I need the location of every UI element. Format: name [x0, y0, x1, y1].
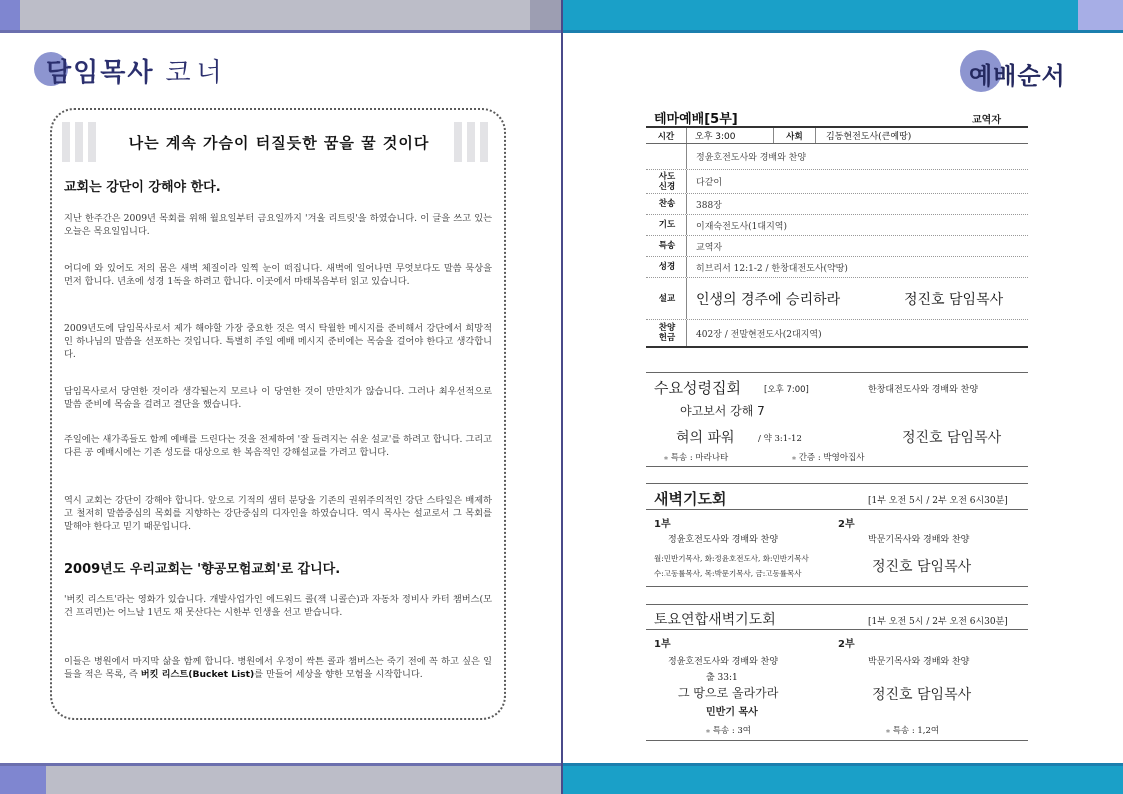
dawn-part2-label: 2부 [838, 519, 855, 530]
bullet-icon: ⁎ [792, 453, 796, 462]
service5-row [646, 144, 1028, 170]
wednesday-special-song: ⁎ 특송 : 마라나타 [664, 453, 729, 463]
service5-row [646, 170, 1028, 194]
order-of-worship-title: 예배순서 [969, 62, 1066, 90]
column-paragraph: 어디에 와 있어도 저의 몸은 새벽 체질이라 일찍 눈이 떠집니다. 새벽에 일어나면 무엇보다도 말씀 묵상을 먼저 합니다. 년초에 성경 1독을 하려고 합니다. 이곳에서 마태복음부터 읽고 있습니다. [64, 263, 492, 287]
row-label: 설교 [658, 293, 676, 304]
sermon-title: 인생의 경주에 승리하라 [696, 291, 841, 308]
service5-row [646, 194, 1028, 215]
page-spine [561, 0, 563, 794]
headline-row [62, 122, 496, 164]
row-value: 이재숙전도사(1대지역) [696, 221, 787, 232]
wednesday-series: 야고보서 강해 7 [680, 404, 765, 418]
column-paragraph: 지난 한주간은 2009년 목회를 위해 월요일부터 금요일까지 '겨울 리트릿'을 하였습니다. 이 글을 쓰고 있는 오늘은 목요일입니다. [64, 213, 492, 237]
pastor-corner-title: 담임목사 코너 [46, 58, 228, 88]
dawn-part1-praise: 정윤호전도사와 경배와 찬양 [668, 535, 779, 545]
saturday-part2-praise: 박문기목사와 경배와 찬양 [868, 657, 970, 667]
row-value: 다같이 [696, 178, 723, 188]
service5-title: 테마예배[5부] [654, 112, 738, 127]
row-label: 성경 [658, 262, 676, 272]
divider [646, 629, 1028, 630]
sermon-pastor: 정진호 담임목사 [904, 291, 1004, 308]
row-value: 402장 / 전말현전도사(2대지역) [696, 329, 822, 340]
pastor-column-box [50, 108, 506, 720]
service5-row [646, 215, 1028, 236]
column-paragraph: 주일에는 새가족들도 함께 예배를 드린다는 것을 전제하여 '잘 들려지는 쉬운 설교'를 하려고 합니다. 그리고 다른 공 예배시에는 기존 성도를 대상으로 한 복음적인 강해설교를 가려고 합니다. [64, 434, 492, 458]
service5-row [646, 257, 1028, 278]
saturday-part1-special: ⁎ 특송 : 3여 [706, 726, 752, 736]
wednesday-time: [오후 7:00] [764, 385, 809, 395]
service5-praise: 정윤호전도사와 경배와 찬양 [696, 153, 807, 163]
saturday-title: 토요연합새벽기도회 [654, 612, 776, 628]
host-label: 사회 [774, 128, 816, 143]
divider [646, 466, 1028, 467]
column-subhead: 교회는 강단이 강해야 한다. [64, 180, 221, 195]
bullet-icon: ⁎ [664, 453, 668, 462]
service5-row [646, 320, 1028, 348]
order-of-worship-header [955, 48, 1095, 98]
dawn-part2-pastor: 정진호 담임목사 [872, 559, 972, 575]
saturday-part1-praise: 정윤호전도사와 경배와 찬양 [668, 657, 779, 667]
saturday-part1-label: 1부 [654, 639, 671, 650]
headline-bars-right [454, 122, 496, 162]
column-paragraph: 이들은 병원에서 마지막 삶을 함께 합니다. 병원에서 우정이 싹튼 콜과 챔버스는 죽기 전에 꼭 하고 싶은 일들을 적은 목록, 즉 버킷 리스트(Bucket List)를 만들어 세상을 향한 모험을 시작합니다. [64, 656, 492, 680]
wednesday-title: 수요성령집회 [654, 379, 741, 397]
row-label: 기도 [658, 220, 676, 230]
row-value: 388장 [696, 200, 722, 211]
saturday-part2-label: 2부 [838, 639, 855, 650]
dawn-part1-schedule: 수:고동률목사, 목:박문기목사, 금:고동률목사 [654, 569, 802, 578]
divider [646, 604, 1028, 605]
divider [646, 483, 1028, 484]
column-subhead: 2009년도 우리교회는 '향공모험교회'로 갑니다. [64, 562, 341, 577]
saturday-schedule: [1부 오전 5시 / 2부 오전 6시30분] [868, 617, 1008, 627]
column-paragraph: 담임목사로서 당연한 것이라 생각될는지 모르나 이 당연한 것이 만만치가 않습니다. 그러나 최우선적으로 말씀 준비에 목숨을 걸려고 결단을 했습니다. [64, 386, 492, 410]
divider [646, 372, 1028, 373]
service5-time-row [646, 126, 1028, 144]
saturday-part1-preacher: 민반기 목사 [706, 707, 758, 718]
divider [646, 740, 1028, 741]
service5-row [646, 236, 1028, 257]
row-value: 교역자 [696, 242, 723, 253]
dawn-part1-label: 1부 [654, 519, 671, 530]
bullet-icon: ⁎ [886, 726, 890, 735]
host-value: 김동현전도사(큰예땅) [826, 132, 912, 142]
saturday-part2-special: ⁎ 특송 : 1,2여 [886, 726, 940, 736]
row-label: 찬송 [658, 199, 676, 209]
wednesday-pastor: 정진호 담임목사 [902, 430, 1002, 446]
row-label: 사도 신경 [658, 171, 676, 192]
dawn-title: 새벽기도회 [654, 490, 727, 508]
row-label: 특송 [658, 241, 676, 251]
column-paragraph: 2009년도에 담임목사로서 제가 해야할 가장 중요한 것은 역시 탁월한 메시지를 준비해서 강단에서 희망적인 하나님의 말씀을 선포하는 것입니다. 특별히 주일 예배 메시지 준비에는 목숨을 걸어야 한다고 생각합니다. [64, 323, 492, 360]
bucket-list-emphasis: 버킷 리스트(Bucket List) [140, 669, 255, 680]
saturday-part1-sermon: 그 땅으로 올라가라 [678, 686, 779, 700]
dawn-part1-schedule: 월:민반기목사, 화:정윤호전도사, 화:민반기목사 [654, 554, 809, 563]
divider [646, 509, 1028, 510]
wednesday-praise: 한창대전도사와 경배와 찬양 [868, 385, 979, 395]
column-paragraph: 역시 교회는 강단이 강해야 합니다. 앞으로 기적의 샘터 분당을 기존의 권위주의적인 강단 스타일은 배제하고 철저히 말씀중심의 목회를 지향하는 강단중심의 디자인을 하였습니다. 역시 목사는 설교로서 그 목회를 말해야 한다고 믿기 때문입니다. [64, 495, 492, 532]
dawn-schedule: [1부 오전 5시 / 2부 오전 6시30분] [868, 496, 1008, 506]
saturday-part1-ref: 출 33:1 [706, 673, 738, 683]
dawn-part2-praise: 박문기목사와 경배와 찬양 [868, 535, 970, 545]
pastor-corner-header [30, 42, 290, 94]
column-headline: 나는 계속 가슴이 터질듯한 꿈을 꿀 것이다 [128, 134, 430, 152]
time-value: 오후 3:00 [686, 128, 774, 143]
wednesday-sermon-ref: / 약 3:1-12 [758, 434, 802, 444]
bullet-icon: ⁎ [706, 726, 710, 735]
service5-reader-label: 교역자 [972, 115, 1001, 126]
wednesday-testimony: ⁎ 간증 : 박영아집사 [792, 453, 865, 463]
time-label: 시간 [657, 131, 675, 142]
row-label: 찬양 헌금 [658, 323, 676, 343]
headline-bars-left [62, 122, 104, 162]
row-value: 히브리서 12:1-2 / 한창대전도사(약땅) [696, 263, 848, 274]
service5-table [646, 126, 1028, 348]
service5-sermon-row [646, 278, 1028, 320]
wednesday-sermon-title: 혀의 파워 [676, 430, 735, 446]
column-paragraph: '버킷 리스트'라는 영화가 있습니다. 개발사업가인 에드워드 콜(잭 니콜슨)과 자동차 정비사 카터 챔버스(모건 프리먼)는 어느날 1년도 채 못산다는 시한부 인생을 선고 받습니다. [64, 594, 492, 618]
saturday-part2-pastor: 정진호 담임목사 [872, 687, 972, 703]
divider [646, 586, 1028, 587]
